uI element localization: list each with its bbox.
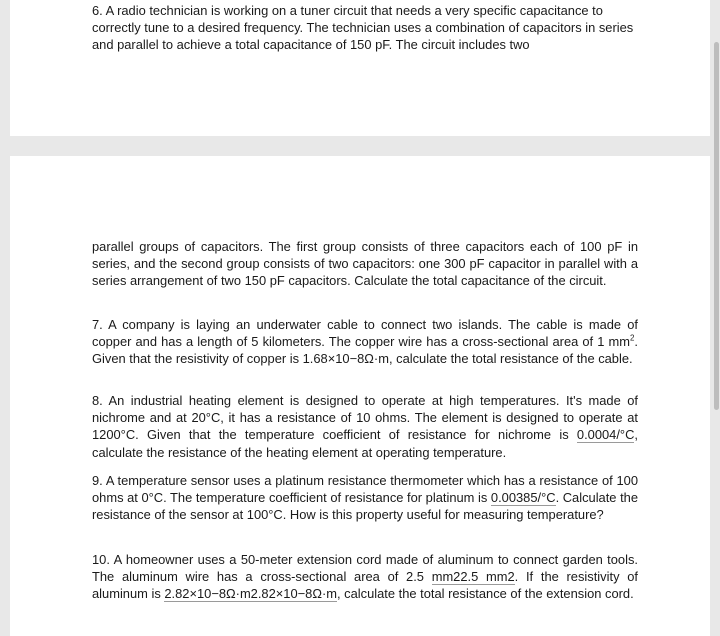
question-10 [92, 551, 638, 603]
question-8 [92, 392, 638, 461]
question-9-text-a: 9. A temperature sensor uses a platinum resistance thermometer which has a resistance of 100 ohms at 0°C. The temperature coefficient of resistance for platinum is [92, 473, 638, 506]
question-7-text-b: . Given that the resistivity of copper is 1.68×10−8Ω·m, calculate the total resistance of the cable. [92, 334, 638, 367]
document-page-2 [10, 156, 710, 636]
question-10-text-b: . If the resistivity of aluminum is [92, 569, 638, 602]
question-7-text-a: 7. A company is laying an underwater cable to connect two islands. The cable is made of copper and has a length of 5 kilometers. The copper wire has a cross-sectional area of 1 mm [92, 317, 638, 350]
question-10-area: mm22.5 mm2 [431, 569, 515, 585]
question-10-text-c: , calculate the total resistance of the extension cord. [337, 586, 634, 602]
question-6-part-1: 6. A radio technician is working on a tuner circuit that needs a very specific capacitance to correctly tune to a desired frequency. The technician uses a combination of capacitors in series and parallel to achieve a total capacitance of 150 pF. The circuit includes two [92, 3, 634, 53]
question-6-part-2: parallel groups of capacitors. The first group consists of three capacitors each of 100 pF in series, and the second group consists of two capacitors: one 300 pF capacitor in parallel with a series arrangement of two 150 pF capacitors. Calculate the total capacitance of the circuit. [92, 239, 638, 289]
question-8-coefficient: 0.0004/°C [576, 427, 635, 443]
question-10-resistivity: 2.82×10−8Ω·m2.82×10−8Ω·m [164, 586, 337, 602]
question-9-text-b: . Calculate the resistance of the sensor at 100°C. How is this property useful for measuring temperature? [92, 490, 638, 523]
question-7 [92, 316, 638, 368]
vertical-scrollbar[interactable] [712, 0, 720, 621]
scrollbar-thumb[interactable] [714, 42, 719, 410]
question-7-superscript: 2 [629, 333, 635, 343]
question-10-text-a: 10. A homeowner uses a 50-meter extension cord made of aluminum to connect garden tools. The aluminum wire has a cross-sectional area of 2.5 [92, 552, 638, 585]
question-9-coefficient: 0.00385/°C [490, 490, 556, 506]
document-page-1 [10, 0, 710, 136]
question-9 [92, 472, 638, 524]
question-8-text-b: , calculate the resistance of the heating element at operating temperature. [92, 427, 638, 460]
question-8-text-a: 8. An industrial heating element is designed to operate at high temperatures. It's made of nichrome and at 20°C, it has a resistance of 10 ohms. The element is designed to operate at 1200°C. Given that the temperature coefficient of resistance for nichrome is [92, 393, 638, 443]
